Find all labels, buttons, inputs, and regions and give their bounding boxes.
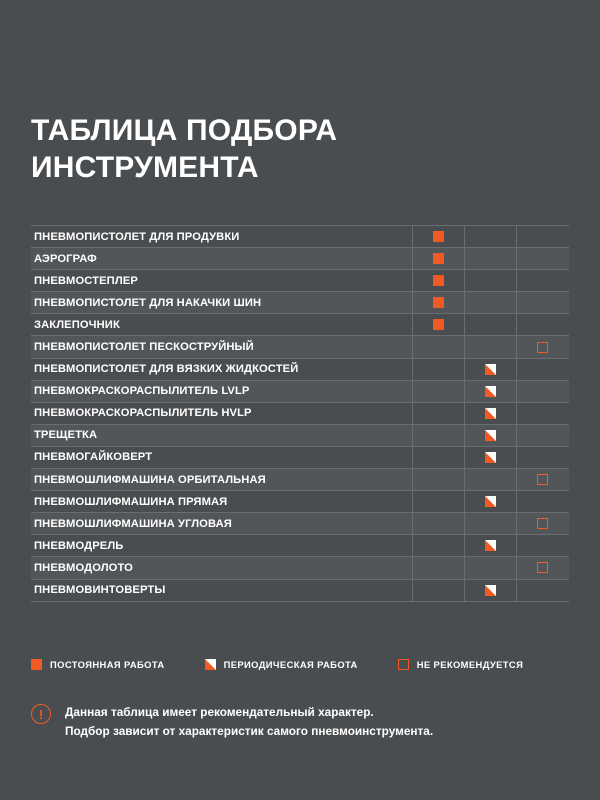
mark-periodic-work-icon (485, 496, 496, 507)
mark-cell (464, 513, 516, 534)
tool-name-cell: ТРЕЩЕТКА (34, 429, 98, 442)
note-text (65, 703, 433, 741)
mark-cell (412, 557, 464, 578)
mark-cell (464, 535, 516, 556)
note-line-2: Подбор зависит от характеристик самого пневмоинструмента. (65, 724, 434, 738)
mark-cell (412, 336, 464, 357)
mark-constant-work-icon (433, 275, 444, 286)
mark-cell (464, 447, 516, 468)
mark-cell (464, 403, 516, 424)
mark-cell (516, 248, 568, 269)
tool-name-cell: ПНЕВМОПИСТОЛЕТ ПЕСКОСТРУЙНЫЙ (34, 341, 254, 354)
mark-cell (412, 359, 464, 380)
mark-not-recommended-icon (537, 342, 548, 353)
mark-cell (516, 403, 568, 424)
mark-cell (464, 580, 516, 601)
mark-cell (464, 359, 516, 380)
tool-name-cell: ПНЕВМОШЛИФМАШИНА УГЛОВАЯ (34, 517, 232, 530)
mark-not-recommended-icon (537, 562, 548, 573)
mark-cell (412, 314, 464, 335)
mark-cell (464, 557, 516, 578)
mark-constant-work-icon (433, 297, 444, 308)
table-row (31, 226, 569, 248)
table-row (31, 469, 569, 491)
mark-cell (516, 469, 568, 490)
mark-cell (412, 425, 464, 446)
mark-periodic-work-icon (485, 386, 496, 397)
table-row (31, 292, 569, 314)
mark-periodic-work-icon (485, 430, 496, 441)
mark-cell (516, 381, 568, 402)
tool-name-cell: ПНЕВМОДРЕЛЬ (34, 539, 124, 552)
mark-cell (464, 469, 516, 490)
mark-cell (464, 270, 516, 291)
table-row (31, 359, 569, 381)
tool-name-cell: ПНЕВМОКРАСКОРАСПЫЛИТЕЛЬ LVLP (34, 385, 250, 398)
tool-name-cell: ПНЕВМОВИНТОВЕРТЫ (34, 584, 166, 597)
mark-cell (412, 535, 464, 556)
mark-cell (412, 513, 464, 534)
table-row (31, 336, 569, 358)
tool-name-cell: ПНЕВМОШЛИФМАШИНА ПРЯМАЯ (34, 495, 228, 508)
mark-cell (464, 425, 516, 446)
tool-name-cell: ПНЕВМОГАЙКОВЕРТ (34, 451, 153, 464)
mark-cell (516, 359, 568, 380)
table-row (31, 381, 569, 403)
mark-periodic-work-icon (485, 364, 496, 375)
legend-item (31, 659, 165, 670)
mark-cell (516, 314, 568, 335)
mark-periodic-work-icon (485, 408, 496, 419)
mark-cell (412, 469, 464, 490)
mark-cell (412, 403, 464, 424)
legend-item (398, 659, 524, 670)
table-row (31, 557, 569, 579)
legend (31, 659, 569, 670)
table-row (31, 270, 569, 292)
mark-cell (516, 270, 568, 291)
mark-cell (516, 513, 568, 534)
table-row (31, 425, 569, 447)
legend-item-label: ПЕРИОДИЧЕСКАЯ РАБОТА (223, 659, 358, 670)
mark-cell (412, 381, 464, 402)
exclamation-icon: ! (31, 704, 51, 724)
mark-cell (412, 270, 464, 291)
mark-constant-work-icon (433, 253, 444, 264)
mark-cell (464, 491, 516, 512)
mark-cell (464, 314, 516, 335)
mark-cell (516, 535, 568, 556)
mark-constant-work-icon (31, 659, 42, 670)
table-row (31, 513, 569, 535)
mark-cell (464, 381, 516, 402)
mark-cell (464, 292, 516, 313)
tool-name-cell: ПНЕВМОКРАСКОРАСПЫЛИТЕЛЬ HVLP (34, 407, 252, 420)
mark-cell (516, 336, 568, 357)
mark-cell (412, 226, 464, 247)
mark-cell (464, 336, 516, 357)
tool-name-cell: ПНЕВМОДОЛОТО (34, 561, 133, 574)
legend-item (205, 659, 358, 670)
mark-cell (412, 491, 464, 512)
tool-name-cell: ПНЕВМОПИСТОЛЕТ ДЛЯ ПРОДУВКИ (34, 230, 240, 243)
table-row (31, 314, 569, 336)
mark-cell (464, 226, 516, 247)
mark-not-recommended-icon (537, 518, 548, 529)
tool-name-cell: ЗАКЛЕПОЧНИК (34, 318, 120, 331)
table-row (31, 248, 569, 270)
mark-cell (516, 580, 568, 601)
table-row (31, 491, 569, 513)
mark-periodic-work-icon (485, 452, 496, 463)
note-line-1: Данная таблица имеет рекомендательный характер. (65, 705, 374, 719)
mark-cell (516, 425, 568, 446)
mark-cell (516, 491, 568, 512)
mark-cell (412, 447, 464, 468)
mark-cell (516, 557, 568, 578)
tool-name-cell: ПНЕВМОСТЕПЛЕР (34, 274, 138, 287)
mark-periodic-work-icon (205, 659, 216, 670)
mark-constant-work-icon (433, 319, 444, 330)
mark-constant-work-icon (433, 231, 444, 242)
mark-not-recommended-icon (398, 659, 409, 670)
mark-cell (516, 226, 568, 247)
mark-cell (412, 292, 464, 313)
table-row (31, 403, 569, 425)
legend-item-label: ПОСТОЯННАЯ РАБОТА (50, 659, 165, 670)
legend-item-label: НЕ РЕКОМЕНДУЕТСЯ (416, 659, 524, 670)
tool-selection-table (31, 225, 569, 602)
table-row (31, 447, 569, 469)
mark-periodic-work-icon (485, 540, 496, 551)
table-row (31, 580, 569, 602)
mark-cell (412, 580, 464, 601)
tool-name-cell: ПНЕВМОПИСТОЛЕТ ДЛЯ ВЯЗКИХ ЖИДКОСТЕЙ (34, 363, 299, 376)
mark-cell (412, 248, 464, 269)
mark-cell (516, 447, 568, 468)
disclaimer-note (31, 703, 569, 741)
mark-cell (516, 292, 568, 313)
page-title: ТАБЛИЦА ПОДБОРА ИНСТРУМЕНТА (31, 114, 338, 184)
mark-cell (464, 248, 516, 269)
tool-name-cell: АЭРОГРАФ (34, 252, 97, 265)
mark-not-recommended-icon (537, 474, 548, 485)
mark-periodic-work-icon (485, 585, 496, 596)
tool-name-cell: ПНЕВМОШЛИФМАШИНА ОРБИТАЛЬНАЯ (34, 473, 266, 486)
tool-name-cell: ПНЕВМОПИСТОЛЕТ ДЛЯ НАКАЧКИ ШИН (34, 296, 262, 309)
table-row (31, 535, 569, 557)
